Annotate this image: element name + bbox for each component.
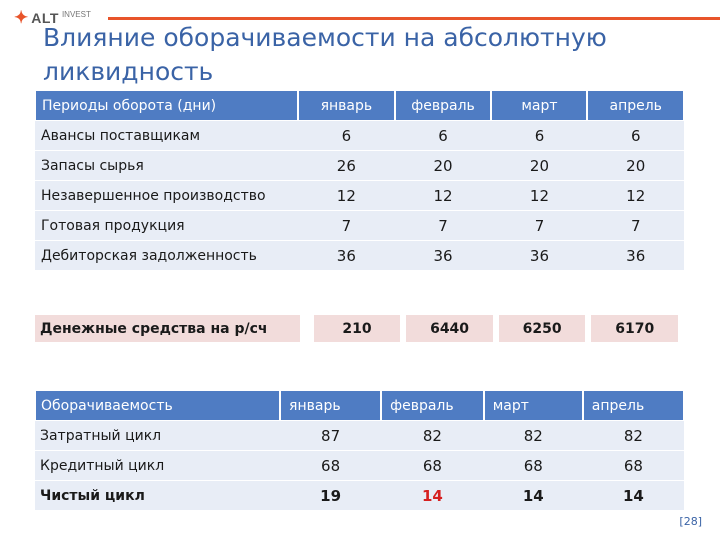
- turnover-table: [35, 390, 684, 511]
- table-row: [35, 151, 684, 181]
- table-cell: 20: [491, 151, 587, 181]
- table-cell: 20: [587, 151, 684, 181]
- cash-cell: 210: [314, 315, 407, 342]
- table-cell: 14: [484, 481, 583, 511]
- table-cell: 68: [381, 451, 484, 481]
- table-cell: 68: [280, 451, 381, 481]
- table-row: [35, 121, 684, 151]
- row-label: Запасы сырья: [35, 151, 298, 181]
- table-cell: 7: [491, 211, 587, 241]
- header-cell: январь: [280, 390, 381, 421]
- table-row: [35, 451, 684, 481]
- table-cell: 7: [395, 211, 492, 241]
- header-cell: январь: [298, 90, 394, 121]
- turnover-periods-table: [35, 90, 684, 271]
- table-row: [35, 181, 684, 211]
- table-cell: 12: [587, 181, 684, 211]
- table-cell: 20: [395, 151, 492, 181]
- table-header-row: [35, 390, 684, 421]
- logo-text: ALT: [31, 10, 59, 26]
- table-cell: 6: [298, 121, 394, 151]
- row-label: Готовая продукция: [35, 211, 298, 241]
- table-cell: 12: [491, 181, 587, 211]
- table-cell: 12: [298, 181, 394, 211]
- table-cell: 6: [587, 121, 684, 151]
- table-cell: 36: [298, 241, 394, 271]
- header-cell: апрель: [583, 390, 684, 421]
- header-cell: февраль: [395, 90, 492, 121]
- cash-cell: 6170: [591, 315, 684, 342]
- table-cell: 6: [395, 121, 492, 151]
- header-cell: март: [491, 90, 587, 121]
- table-cell: 82: [484, 421, 583, 451]
- table-cell: 68: [583, 451, 684, 481]
- highlighted-cell: 14: [381, 481, 484, 511]
- row-label: Дебиторская задолженность: [35, 241, 298, 271]
- slide-title: Влияние оборачиваемости на абсолютную ликвидность: [43, 23, 607, 86]
- table-cell: 36: [587, 241, 684, 271]
- cash-cell: 6440: [406, 315, 499, 342]
- row-label: Авансы поставщикам: [35, 121, 298, 151]
- table-cell: 87: [280, 421, 381, 451]
- logo-subtext: INVEST: [61, 9, 91, 19]
- table-cell: 36: [491, 241, 587, 271]
- page-number: [28]: [679, 515, 702, 528]
- row-label: Чистый цикл: [35, 481, 280, 511]
- table-cell: 82: [583, 421, 684, 451]
- table-cell: 6: [491, 121, 587, 151]
- row-label: Незавершенное производство: [35, 181, 298, 211]
- cash-row: [35, 315, 684, 342]
- row-label: Кредитный цикл: [35, 451, 280, 481]
- table-cell: 14: [583, 481, 684, 511]
- cash-table: [35, 315, 684, 342]
- table-header-row: [35, 90, 684, 121]
- table-cell: 82: [381, 421, 484, 451]
- table-row: [35, 241, 684, 271]
- table-row: [35, 481, 684, 511]
- header-cell: апрель: [587, 90, 684, 121]
- header-cell: Оборачиваемость: [35, 390, 280, 421]
- table-cell: 7: [587, 211, 684, 241]
- header-cell: Периоды оборота (дни): [35, 90, 298, 121]
- table-row: [35, 211, 684, 241]
- row-label: Затратный цикл: [35, 421, 280, 451]
- table-cell: 36: [395, 241, 492, 271]
- table-cell: 26: [298, 151, 394, 181]
- logo-star-icon: ✦: [14, 8, 29, 27]
- cash-label: Денежные средства на р/сч: [35, 315, 314, 342]
- table-cell: 68: [484, 451, 583, 481]
- table-row: [35, 421, 684, 451]
- header-cell: март: [484, 390, 583, 421]
- cash-cell: 6250: [499, 315, 592, 342]
- table-cell: 7: [298, 211, 394, 241]
- header-cell: февраль: [381, 390, 484, 421]
- table-cell: 19: [280, 481, 381, 511]
- header-rule: [108, 17, 720, 20]
- table-cell: 12: [395, 181, 492, 211]
